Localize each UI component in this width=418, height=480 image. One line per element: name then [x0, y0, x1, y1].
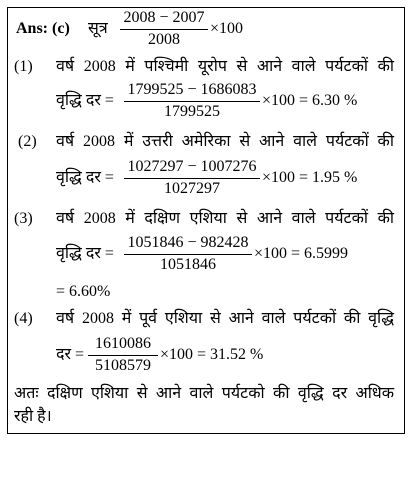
item-text: वर्ष 2008 में उत्तरी अमेरिका से आने वाले पर्यटकों की	[56, 133, 394, 150]
item-number: (2)	[18, 133, 37, 150]
fraction-denominator: 5108579	[95, 357, 151, 374]
fraction-denominator: 1799525	[164, 103, 220, 120]
formula-denominator: 2008	[148, 31, 180, 48]
conclusion-line-2: रही है।	[14, 408, 52, 425]
formula-numerator: 2008 − 2007	[123, 9, 205, 26]
item-text: वर्ष 2008 में पश्चिमी यूरोप से आने वाले पर्यटकों की	[56, 58, 394, 75]
item-result: ×100 = 1.95 %	[262, 169, 358, 186]
item-extra-result: = 6.60%	[56, 283, 111, 300]
item-result: ×100 = 31.52 %	[160, 346, 264, 363]
item-number: (4)	[14, 310, 33, 327]
fraction-numerator: 1051846 − 982428	[127, 234, 249, 251]
fraction-numerator: 1610086	[95, 335, 151, 352]
fraction-bar	[124, 178, 260, 179]
item-lead: वृद्धि दर =	[56, 245, 114, 262]
item-lead: वृद्धि दर =	[56, 92, 114, 109]
item-fraction	[124, 234, 252, 276]
fraction-denominator: 1051846	[160, 256, 216, 273]
item-fraction	[124, 158, 260, 200]
fraction-bar	[120, 29, 208, 30]
formula-multiplier: ×100	[210, 20, 244, 37]
fraction-denominator: 1027297	[164, 180, 220, 197]
item-number: (3)	[14, 210, 33, 227]
item-fraction	[88, 335, 158, 377]
item-text: वर्ष 2008 में दक्षिण एशिया से आने वाले पर्यटकों की	[56, 210, 394, 227]
item-lead: दर =	[56, 346, 85, 363]
item-result: ×100 = 6.30 %	[262, 92, 358, 109]
answer-label: Ans: (c)	[16, 20, 70, 37]
fraction-bar	[124, 101, 260, 102]
fraction-bar	[124, 254, 252, 255]
formula-word: सूत्र	[88, 20, 108, 37]
item-lead: वृद्धि दर =	[56, 169, 114, 186]
item-fraction	[124, 81, 260, 123]
conclusion-line-1: अतः दक्षिण एशिया से आने वाले पर्यटको की वृद्धि दर अधिक	[14, 385, 394, 402]
fraction-numerator: 1799525 − 1686083	[127, 81, 257, 98]
item-result: ×100 = 6.5999	[254, 245, 349, 262]
item-number: (1)	[14, 58, 33, 75]
item-text: वर्ष 2008 में पूर्व एशिया से आने वाले पर्यटकों की वृद्धि	[56, 310, 394, 327]
fraction-bar	[88, 355, 158, 356]
formula-fraction	[120, 9, 208, 51]
fraction-numerator: 1027297 − 1007276	[127, 158, 257, 175]
